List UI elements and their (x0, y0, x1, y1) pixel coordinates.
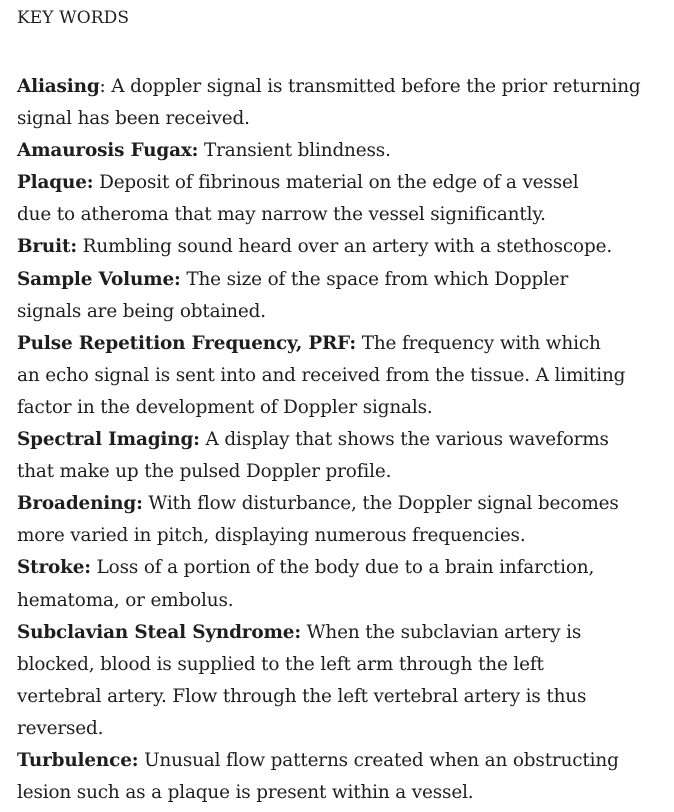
definition-entry (17, 617, 669, 745)
definition-line (17, 456, 669, 488)
definition-separator: : (99, 76, 106, 97)
definition-text: A doppler signal is transmitted before the prior returning (105, 76, 641, 97)
definition-line (17, 649, 669, 681)
definition-text: Loss of a portion of the body due to a brain infarction, (90, 557, 595, 579)
definition-term: Sample Volume: (17, 268, 181, 290)
definition-text: A display that shows the various waveforms (199, 429, 609, 451)
definition-text: The size of the space from which Doppler (180, 268, 569, 290)
definition-line (17, 71, 669, 103)
definition-text: Unusual flow patterns created when an obstructing (138, 749, 619, 771)
definition-text: Transient blindness. (198, 140, 391, 162)
spacer (17, 30, 669, 71)
definition-line (17, 296, 669, 328)
document-page (17, 6, 669, 809)
definition-text: that make up the pulsed Doppler profile. (17, 461, 392, 483)
definition-text: blocked, blood is supplied to the left arm through the left (17, 653, 544, 675)
definition-text: Deposit of fibrinous material on the edge of a vessel (93, 172, 579, 194)
definition-text: hematoma, or embolus. (17, 589, 234, 611)
definition-line (17, 231, 669, 263)
definition-line (17, 199, 669, 231)
definition-entry (17, 328, 669, 424)
definition-entry (17, 488, 669, 552)
definition-text: due to atheroma that may narrow the vessel significantly. (17, 204, 546, 226)
definition-line (17, 424, 669, 456)
definition-entry (17, 264, 669, 328)
definition-text: factor in the development of Doppler signals. (17, 396, 433, 418)
definition-term: Aliasing (17, 76, 100, 97)
definition-text: The frequency with which (356, 332, 601, 354)
section-heading: KEY WORDS (17, 8, 130, 28)
definition-text: reversed. (17, 717, 104, 739)
definition-text: With flow disturbance, the Doppler signal becomes (142, 493, 619, 515)
definition-text: an echo signal is sent into and received from the tissue. A limiting (17, 364, 626, 386)
definition-term: Turbulence: (17, 749, 139, 771)
definition-text: Rumbling sound heard over an artery with a stethoscope. (76, 236, 613, 258)
definition-term: Plaque: (17, 172, 94, 194)
definition-entry (17, 135, 669, 167)
definition-line (17, 328, 669, 360)
definition-term: Spectral Imaging: (17, 429, 200, 451)
definition-text: signal has been received. (17, 108, 250, 130)
definition-line (17, 777, 669, 809)
definition-text: more varied in pitch, displaying numerous frequencies. (17, 525, 526, 547)
definition-line (17, 520, 669, 552)
definition-line (17, 617, 669, 649)
definition-term: Broadening: (17, 493, 143, 515)
definition-line (17, 103, 669, 135)
definitions-list (17, 71, 669, 809)
definition-entry (17, 167, 669, 231)
definition-line (17, 167, 669, 199)
definition-line (17, 488, 669, 520)
definition-line (17, 552, 669, 584)
definition-line (17, 681, 669, 713)
definition-line (17, 585, 669, 617)
definition-term: Stroke: (17, 557, 91, 579)
definition-line (17, 135, 669, 167)
definition-term: Amaurosis Fugax: (17, 140, 199, 162)
definition-term: Subclavian Steal Syndrome: (17, 621, 301, 643)
definition-entry (17, 424, 669, 488)
definition-line (17, 713, 669, 745)
definition-entry (17, 745, 669, 809)
definition-text: signals are being obtained. (17, 300, 266, 322)
definition-text: lesion such as a plaque is present within a vessel. (17, 782, 474, 804)
definition-text: When the subclavian artery is (300, 621, 582, 643)
definition-text: vertebral artery. Flow through the left vertebral artery is thus (17, 685, 587, 707)
definition-term: Bruit: (17, 236, 77, 258)
definition-entry (17, 231, 669, 263)
definition-line (17, 745, 669, 777)
definition-term: Pulse Repetition Frequency, PRF: (17, 332, 357, 354)
definition-line (17, 264, 669, 296)
definition-line (17, 392, 669, 424)
definition-line (17, 360, 669, 392)
definition-entry (17, 71, 669, 135)
definition-entry (17, 552, 669, 616)
